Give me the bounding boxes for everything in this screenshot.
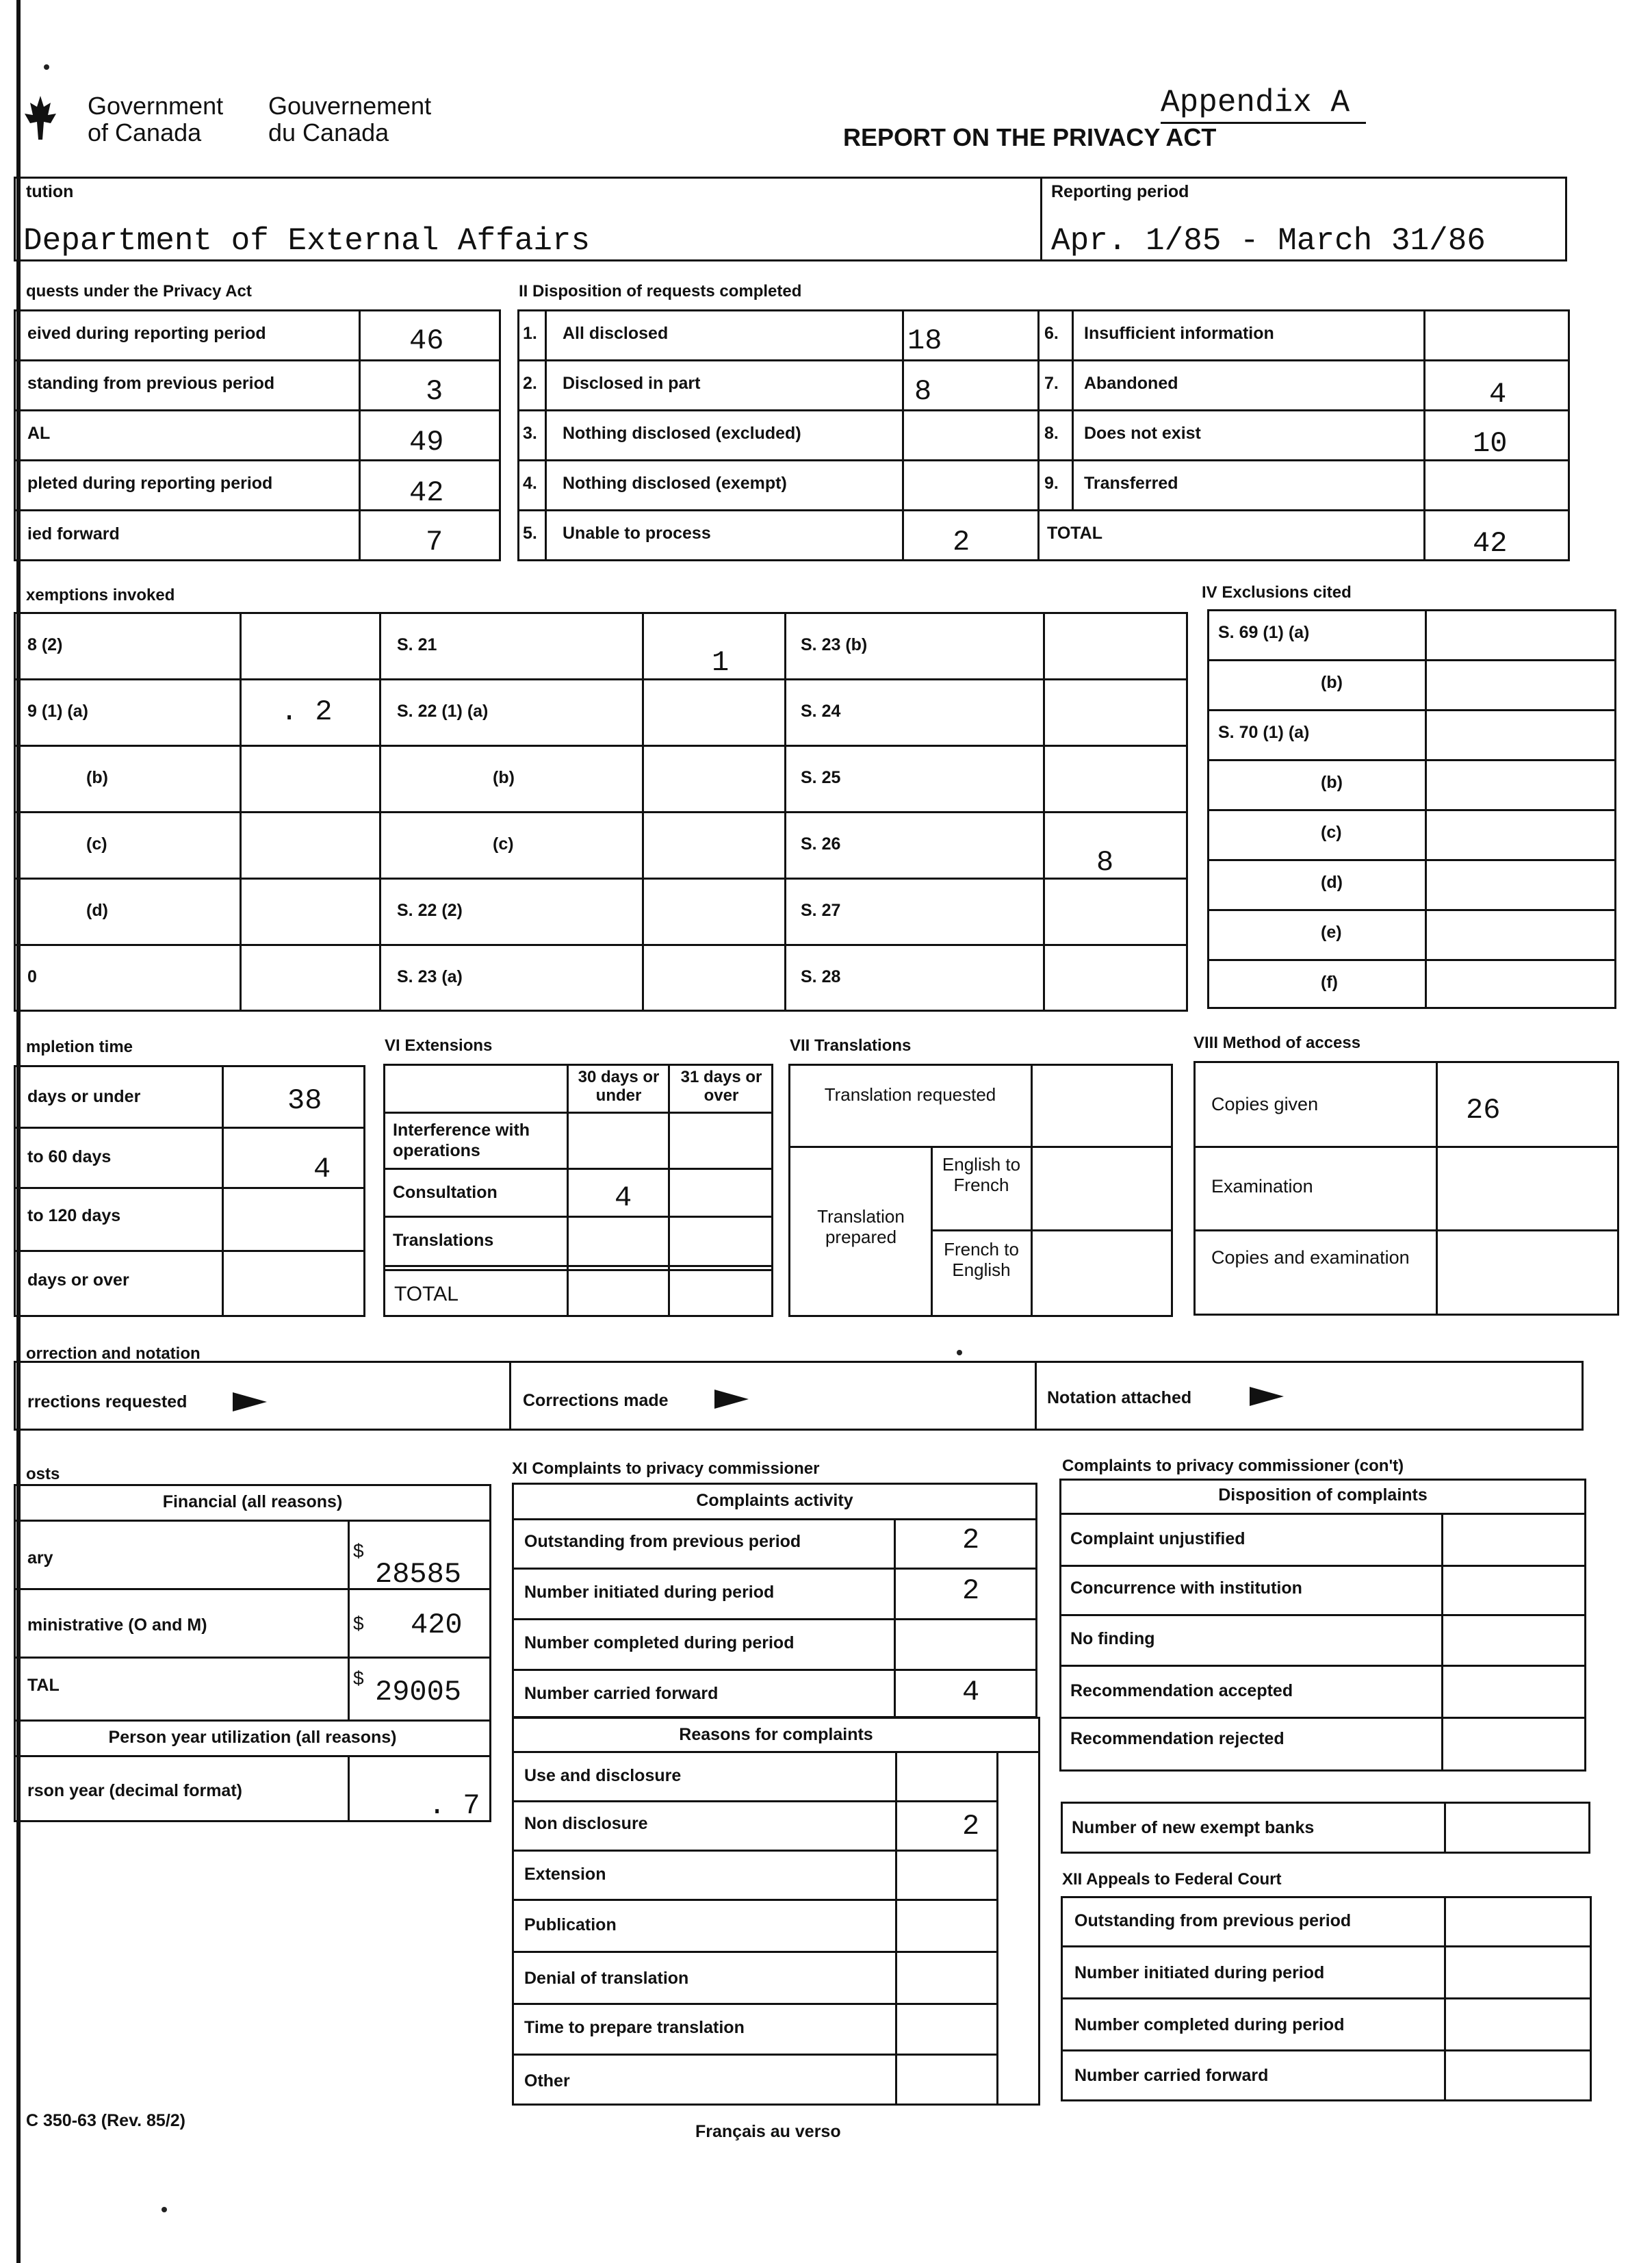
reason-value: 2 bbox=[962, 1810, 980, 1843]
exemption-value: 1 bbox=[712, 646, 730, 679]
notation-attached: Notation attached bbox=[1047, 1388, 1192, 1407]
reason-label: Time to prepare translation bbox=[524, 2018, 745, 2037]
disp-value: 8 bbox=[914, 375, 932, 408]
exclusion-label: S. 69 (1) (a) bbox=[1218, 623, 1310, 642]
requests-title: quests under the Privacy Act bbox=[26, 282, 252, 301]
exemptions-title: xemptions invoked bbox=[26, 586, 175, 604]
institution-label: tution bbox=[26, 182, 74, 201]
correction-title: orrection and notation bbox=[26, 1344, 201, 1363]
disp-label: Insufficient information bbox=[1084, 324, 1274, 343]
cost-label: ary bbox=[27, 1548, 53, 1568]
requests-row-label: standing from previous period bbox=[27, 374, 275, 393]
exemption-label: S. 26 bbox=[801, 834, 841, 854]
exemption-label: S. 22 (1) (a) bbox=[397, 702, 489, 721]
complaint-disp-label: Recommendation accepted bbox=[1070, 1681, 1293, 1700]
ext-row-label: Consultation bbox=[393, 1183, 498, 1202]
disp-label: Disclosed in part bbox=[563, 374, 701, 393]
disp-label: Transferred bbox=[1084, 474, 1178, 493]
reason-label: Use and disclosure bbox=[524, 1766, 682, 1785]
exclusions-title: IV Exclusions cited bbox=[1202, 583, 1352, 602]
exclusion-label: S. 70 (1) (a) bbox=[1218, 723, 1310, 742]
corrections-made: Corrections made bbox=[523, 1391, 669, 1410]
corrections-requested: rrections requested bbox=[27, 1392, 188, 1411]
requests-row-label: pleted during reporting period bbox=[27, 474, 273, 493]
activity-value: 2 bbox=[962, 1524, 980, 1557]
access-title: VIII Method of access bbox=[1193, 1034, 1361, 1052]
dollar-sign: $ bbox=[353, 1540, 364, 1561]
exclusion-label: (e) bbox=[1321, 923, 1342, 942]
activity-label: Number carried forward bbox=[524, 1684, 719, 1703]
disp-num: 3. bbox=[523, 424, 537, 443]
gov-fr-2: du Canada bbox=[268, 118, 389, 146]
exemption-label: (d) bbox=[86, 901, 108, 920]
exemption-label: (c) bbox=[86, 834, 107, 854]
ext-row-label: Translations bbox=[393, 1231, 494, 1250]
ext-value: 4 bbox=[615, 1181, 632, 1214]
exemption-label: 9 (1) (a) bbox=[27, 702, 88, 721]
appendix-label: Appendix A bbox=[1161, 85, 1350, 120]
exemption-label: S. 23 (a) bbox=[397, 967, 463, 986]
appeal-label: Number completed during period bbox=[1074, 2015, 1345, 2034]
completion-value: 4 bbox=[313, 1153, 331, 1186]
complaint-disp-label: Concurrence with institution bbox=[1070, 1578, 1302, 1598]
person-year-label: rson year (decimal format) bbox=[27, 1781, 242, 1800]
translations-title: VII Translations bbox=[790, 1036, 912, 1055]
reason-label: Non disclosure bbox=[524, 1814, 648, 1833]
disposition-complaints-header: Disposition of complaints bbox=[1218, 1485, 1428, 1505]
completion-value: 38 bbox=[287, 1084, 322, 1117]
cost-value: 29005 bbox=[375, 1676, 462, 1709]
exempt-banks-label: Number of new exempt banks bbox=[1072, 1818, 1315, 1837]
gov-en-1: Government bbox=[88, 92, 224, 120]
disp-value: 2 bbox=[953, 526, 970, 559]
extensions-title: VI Extensions bbox=[385, 1036, 493, 1055]
form-number: C 350-63 (Rev. 85/2) bbox=[26, 2111, 185, 2130]
disp-value: 10 bbox=[1473, 427, 1508, 460]
english-to-french: English to French bbox=[942, 1154, 1021, 1195]
costs-table bbox=[14, 1484, 491, 1822]
disp-num: 2. bbox=[523, 374, 537, 393]
exemption-value: 8 bbox=[1096, 846, 1114, 879]
disp-label: Abandoned bbox=[1084, 374, 1178, 393]
appeals-title: XII Appeals to Federal Court bbox=[1062, 1870, 1282, 1889]
reason-label: Extension bbox=[524, 1865, 606, 1884]
maple-leaf-icon bbox=[23, 94, 57, 146]
exemption-label: S. 27 bbox=[801, 901, 841, 920]
cost-value: 28585 bbox=[375, 1558, 462, 1591]
completion-label: days or under bbox=[27, 1087, 141, 1106]
disp-label: Nothing disclosed (excluded) bbox=[563, 424, 801, 443]
disp-value: 18 bbox=[907, 324, 942, 357]
exclusion-label: (b) bbox=[1321, 773, 1343, 792]
exemption-label: S. 23 (b) bbox=[801, 635, 868, 654]
speck bbox=[957, 1350, 962, 1355]
completion-label: to 60 days bbox=[27, 1147, 112, 1166]
activity-value: 2 bbox=[962, 1574, 980, 1607]
exemption-label: (b) bbox=[86, 768, 108, 787]
dollar-sign: $ bbox=[353, 1613, 364, 1634]
reasons-header: Reasons for complaints bbox=[679, 1725, 873, 1744]
requests-row-value: 3 bbox=[426, 375, 443, 408]
complaints-title: XI Complaints to privacy commissioner bbox=[512, 1459, 820, 1478]
reporting-period-label: Reporting period bbox=[1051, 182, 1189, 201]
ext-row-label: TOTAL bbox=[394, 1283, 459, 1305]
disp-num: 4. bbox=[523, 474, 537, 493]
reporting-period-value: Apr. 1/85 - March 31/86 bbox=[1051, 223, 1486, 259]
disp-total-label: TOTAL bbox=[1047, 524, 1103, 543]
completion-label: days or over bbox=[27, 1270, 129, 1290]
gov-fr-1: Gouvernement bbox=[268, 92, 432, 120]
access-label: Examination bbox=[1211, 1176, 1313, 1197]
activity-value: 4 bbox=[962, 1676, 980, 1709]
costs-title: osts bbox=[26, 1465, 60, 1483]
complaints-disposition-table bbox=[1059, 1479, 1586, 1772]
disp-num: 1. bbox=[523, 324, 537, 343]
completion-label: to 120 days bbox=[27, 1206, 121, 1225]
requests-row-value: 42 bbox=[409, 476, 444, 509]
activity-label: Outstanding from previous period bbox=[524, 1532, 801, 1551]
appeal-label: Outstanding from previous period bbox=[1074, 1911, 1352, 1930]
access-value: 26 bbox=[1466, 1094, 1501, 1127]
exemption-label: S. 21 bbox=[397, 635, 437, 654]
translation-requested: Translation requested bbox=[824, 1084, 996, 1105]
exemption-label: S. 22 (2) bbox=[397, 901, 463, 920]
arrow-icon bbox=[1250, 1387, 1284, 1406]
complaint-disp-label: No finding bbox=[1070, 1629, 1155, 1648]
exclusion-label: (b) bbox=[1321, 673, 1343, 692]
disp-value: 4 bbox=[1489, 378, 1507, 411]
disp-label: Does not exist bbox=[1084, 424, 1201, 443]
exclusion-label: (d) bbox=[1321, 873, 1343, 892]
cost-value: 420 bbox=[411, 1609, 463, 1641]
appeal-label: Number initiated during period bbox=[1074, 1963, 1325, 1982]
reason-label: Publication bbox=[524, 1915, 617, 1934]
exemption-value: . 2 bbox=[281, 695, 333, 728]
access-label: Copies and examination bbox=[1211, 1247, 1410, 1268]
completion-title: mpletion time bbox=[26, 1038, 133, 1056]
exemption-label: (c) bbox=[493, 834, 514, 854]
complaints-activity-header: Complaints activity bbox=[696, 1491, 853, 1510]
exemption-label: S. 25 bbox=[801, 768, 841, 787]
page-title: REPORT ON THE PRIVACY ACT bbox=[843, 123, 1217, 151]
requests-row-value: 49 bbox=[409, 426, 444, 459]
reason-label: Denial of translation bbox=[524, 1969, 689, 1988]
exemption-label: 8 (2) bbox=[27, 635, 63, 654]
disposition-title: II Disposition of requests completed bbox=[519, 282, 802, 301]
financial-header: Financial (all reasons) bbox=[162, 1492, 343, 1511]
complaint-disp-label: Complaint unjustified bbox=[1070, 1529, 1246, 1548]
complaint-disp-label: Recommendation rejected bbox=[1070, 1729, 1285, 1748]
arrow-icon bbox=[714, 1390, 749, 1409]
exclusion-label: (c) bbox=[1321, 823, 1342, 842]
speck bbox=[44, 64, 49, 70]
requests-row-label: ied forward bbox=[27, 524, 120, 544]
activity-label: Number initiated during period bbox=[524, 1583, 775, 1602]
ext-col-header: 31 days or over bbox=[680, 1068, 762, 1105]
exemption-label: (b) bbox=[493, 768, 515, 787]
activity-label: Number completed during period bbox=[524, 1633, 795, 1652]
dollar-sign: $ bbox=[353, 1667, 364, 1689]
person-year-header: Person year utilization (all reasons) bbox=[108, 1728, 397, 1747]
requests-row-value: 7 bbox=[426, 526, 443, 559]
reason-label: Other bbox=[524, 2071, 570, 2091]
disp-total-value: 42 bbox=[1473, 527, 1508, 560]
institution-value: Department of External Affairs bbox=[23, 223, 591, 259]
exclusion-label: (f) bbox=[1321, 973, 1338, 992]
disp-label: Nothing disclosed (exempt) bbox=[563, 474, 787, 493]
appeal-label: Number carried forward bbox=[1074, 2066, 1269, 2085]
disp-num: 5. bbox=[523, 524, 537, 543]
disp-num: 8. bbox=[1044, 424, 1059, 443]
speck bbox=[162, 2207, 167, 2212]
disp-label: All disclosed bbox=[563, 324, 669, 343]
disp-num: 6. bbox=[1044, 324, 1059, 343]
disp-num: 7. bbox=[1044, 374, 1059, 393]
cost-label: ministrative (O and M) bbox=[27, 1615, 207, 1635]
french-to-english: French to English bbox=[944, 1239, 1019, 1280]
complaints-cont-title: Complaints to privacy commissioner (con't) bbox=[1062, 1457, 1404, 1475]
exemption-label: S. 28 bbox=[801, 967, 841, 986]
translation-prepared: Translation prepared bbox=[817, 1206, 905, 1247]
disp-label: Unable to process bbox=[563, 524, 711, 543]
disp-num: 9. bbox=[1044, 474, 1059, 493]
requests-row-label: AL bbox=[27, 424, 51, 443]
french-verso-note: Français au verso bbox=[695, 2122, 841, 2141]
gov-en-2: of Canada bbox=[88, 118, 202, 146]
cost-label: TAL bbox=[27, 1676, 60, 1695]
arrow-icon bbox=[233, 1392, 267, 1411]
person-year-value: . 7 bbox=[428, 1789, 480, 1822]
requests-row-label: eived during reporting period bbox=[27, 324, 266, 343]
requests-row-value: 46 bbox=[409, 324, 444, 357]
access-label: Copies given bbox=[1211, 1094, 1319, 1114]
ext-col-header: 30 days or under bbox=[578, 1068, 660, 1105]
exemption-label: 0 bbox=[27, 967, 37, 986]
ext-row-label: Interference with operations bbox=[393, 1121, 530, 1160]
exemption-label: S. 24 bbox=[801, 702, 841, 721]
